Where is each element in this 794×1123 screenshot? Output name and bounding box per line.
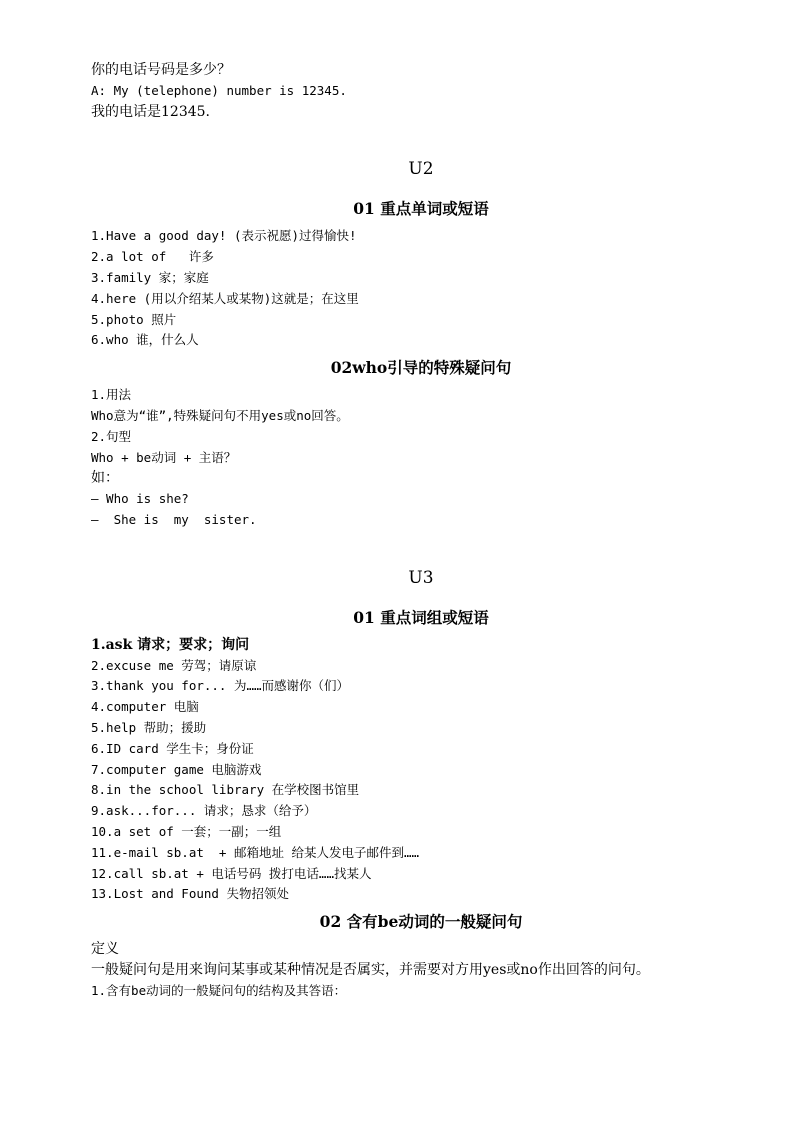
u2-grammar-line: 如： [91, 470, 119, 487]
intro-question: 你的电话号码是多少？ [91, 62, 231, 78]
unit-2-title: U2 [408, 159, 434, 180]
u3-grammar-line: 1.含有be动词的一般疑问句的结构及其答语： [91, 982, 347, 998]
intro-translation: 我的电话是12345. [91, 103, 210, 120]
u3-phrase-item: 2.excuse me 劳驾；请原谅 [91, 657, 257, 673]
u3-phrase-item: 4.computer 电脑 [91, 699, 199, 715]
u3-phrase-item: 5.help 帮助；援助 [91, 719, 207, 735]
u2-vocab-item: 5.photo 照片 [91, 311, 177, 327]
u2-section-2-title: 02who引导的特殊疑问句 [330, 358, 512, 378]
unit-3-title: U3 [408, 567, 434, 588]
u2-example-line: — Who is she? [91, 491, 189, 507]
u2-grammar-line: Who + be动词 + 主语？ [91, 449, 237, 465]
u3-phrase-item: 1.ask 请求；要求；询问 [91, 636, 250, 653]
u2-vocab-item: 1.Have a good day! (表示祝愿)过得愉快! [91, 228, 357, 244]
u2-example-line: — She is my sister. [91, 511, 257, 527]
document-page [91, 60, 751, 1002]
u2-grammar-line: 1.用法 [91, 387, 132, 403]
u2-grammar-line: Who意为“谁”,特殊疑问句不用yes或no回答。 [91, 407, 349, 423]
u3-phrase-item: 6.ID card 学生卡；身份证 [91, 740, 254, 756]
u3-grammar-line: 一般疑问句是用来询问某事或某种情况是否属实，并需要对方用yes或no作出回答的问句。 [91, 961, 650, 978]
u3-phrase-item: 10.a set of 一套；一副；一组 [91, 823, 282, 839]
u3-phrase-item: 12.call sb.at + 电话号码 拨打电话……找某人 [91, 865, 372, 881]
intro-answer: A: My (telephone) number is 12345. [91, 82, 347, 98]
u3-phrase-item: 13.Lost and Found 失物招领处 [91, 886, 289, 902]
u3-phrase-item: 7.computer game 电脑游戏 [91, 761, 262, 777]
u2-section-1-title: 01 重点单词或短语 [353, 199, 489, 219]
u2-grammar-line: 2.句型 [91, 428, 132, 444]
u3-phrase-item: 8.in the school library 在学校图书馆里 [91, 782, 360, 798]
u2-vocab-item: 3.family 家；家庭 [91, 269, 209, 285]
u2-vocab-item: 4.here (用以介绍某人或某物)这就是；在这里 [91, 290, 359, 306]
u3-section-1-title: 01 重点词组或短语 [353, 607, 489, 627]
u2-vocab-item: 2.a lot of 许多 [91, 249, 214, 265]
u2-vocab-item: 6.who 谁，什么人 [91, 332, 199, 348]
u3-section-2-title: 02 含有be动词的一般疑问句 [319, 912, 523, 932]
u3-phrase-item: 9.ask...for... 请求；恳求（给予） [91, 803, 317, 819]
u3-grammar-line: 定义 [91, 941, 119, 958]
u3-phrase-item: 11.e-mail sb.at + 邮箱地址 给某人发电子邮件到…… [91, 844, 420, 860]
u3-phrase-item: 3.thank you for... 为……而感谢你（们） [91, 678, 350, 694]
